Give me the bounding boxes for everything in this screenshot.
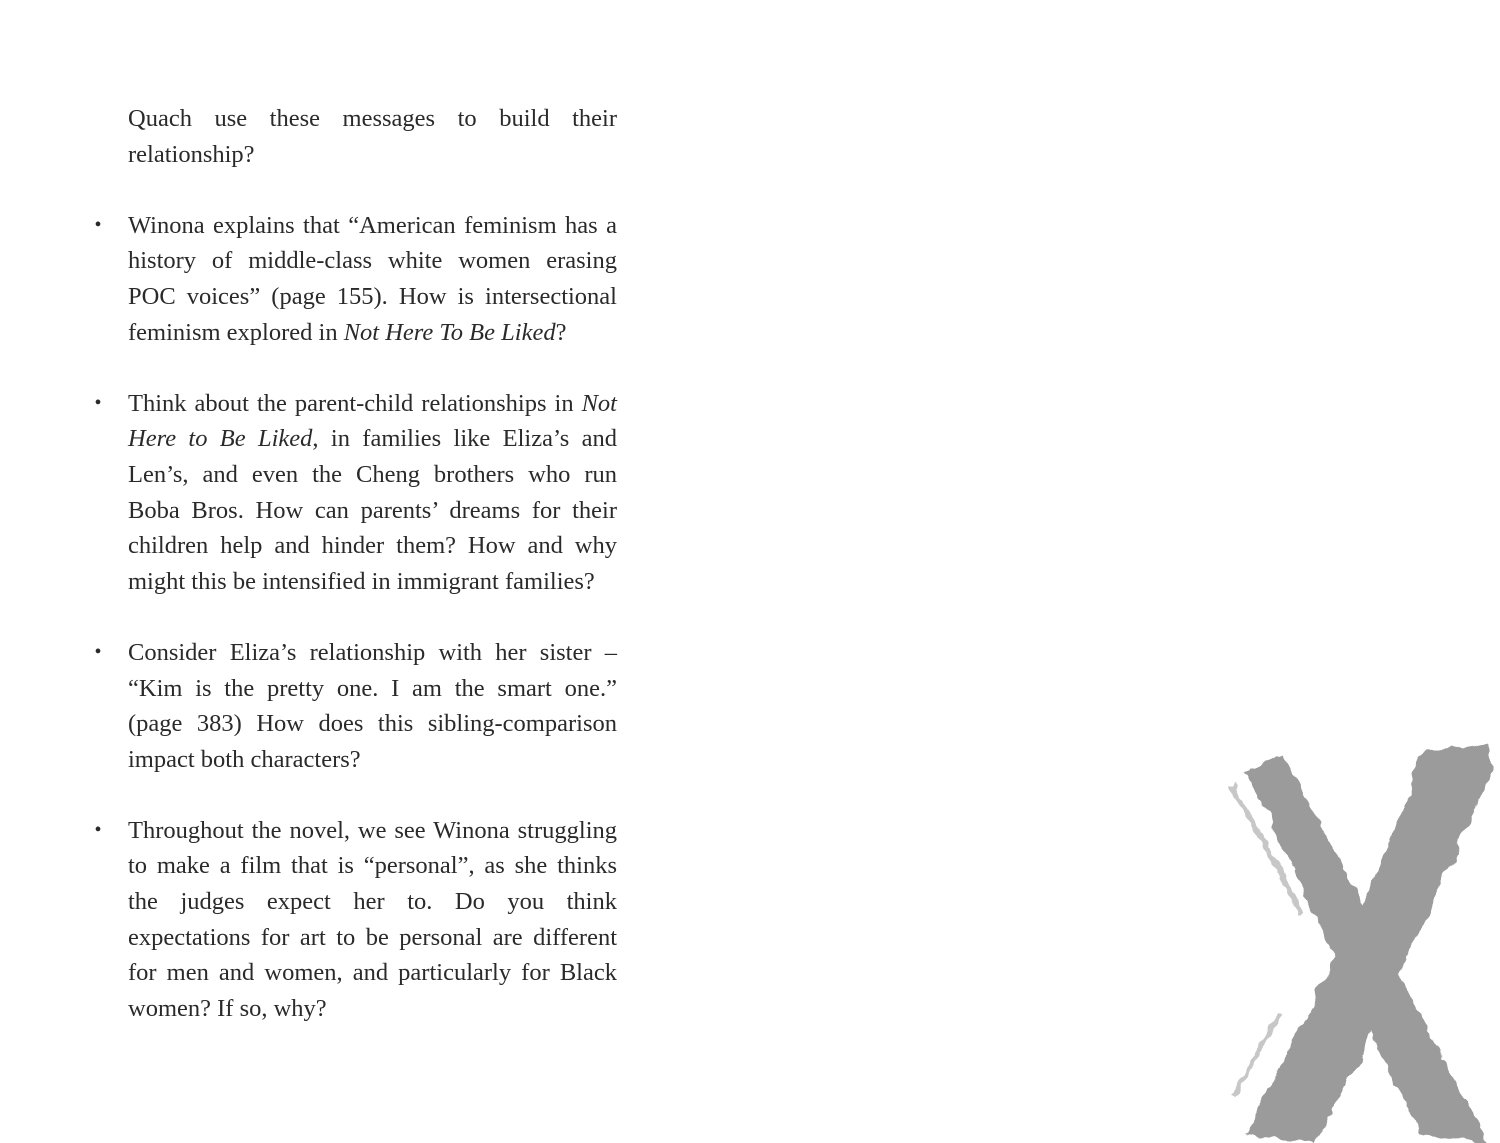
question-item (94, 386, 617, 600)
book-title: Not Here To Be Liked (343, 318, 556, 346)
question-text: Think about the parent-child relationships in (128, 389, 582, 417)
continued-question: Quach use these messages to build their relationship? (128, 105, 617, 168)
question-list (94, 208, 617, 1027)
question-item (94, 635, 617, 777)
bullet-icon: • (94, 640, 102, 663)
book-title: Not Here to Be Liked (128, 389, 617, 453)
question-text: ? (555, 318, 567, 346)
bullet-icon: • (94, 213, 102, 236)
question-item (94, 208, 617, 350)
bullet-icon: • (94, 818, 102, 841)
discussion-questions (94, 101, 617, 1062)
question-text: Winona explains that “American feminism has a history of middle-class white women erasing POC voices” (page 155). How is intersectional feminism explored in (128, 211, 617, 346)
question-item (94, 813, 617, 1027)
question-text: Throughout the novel, we see Winona struggling to make a film that is “personal”, as she thinks the judges expect her to. Do you think expectations for art to be personal are different for men and women, and particularly for Black women? If so, why? (128, 816, 617, 1022)
brush-x-icon (1190, 715, 1500, 1143)
question-text: , in families like Eliza’s and Len’s, and even the Cheng brothers who run Boba Bros. How can parents’ dreams for their children help and hinder them? How and why might this be intensified in immigrant families? (128, 425, 617, 595)
bullet-icon: • (94, 391, 102, 414)
question-text: Consider Eliza’s relationship with her sister – “Kim is the pretty one. I am the smart one.” (page 383) How does this sibling-comparison impact both characters? (128, 638, 617, 773)
